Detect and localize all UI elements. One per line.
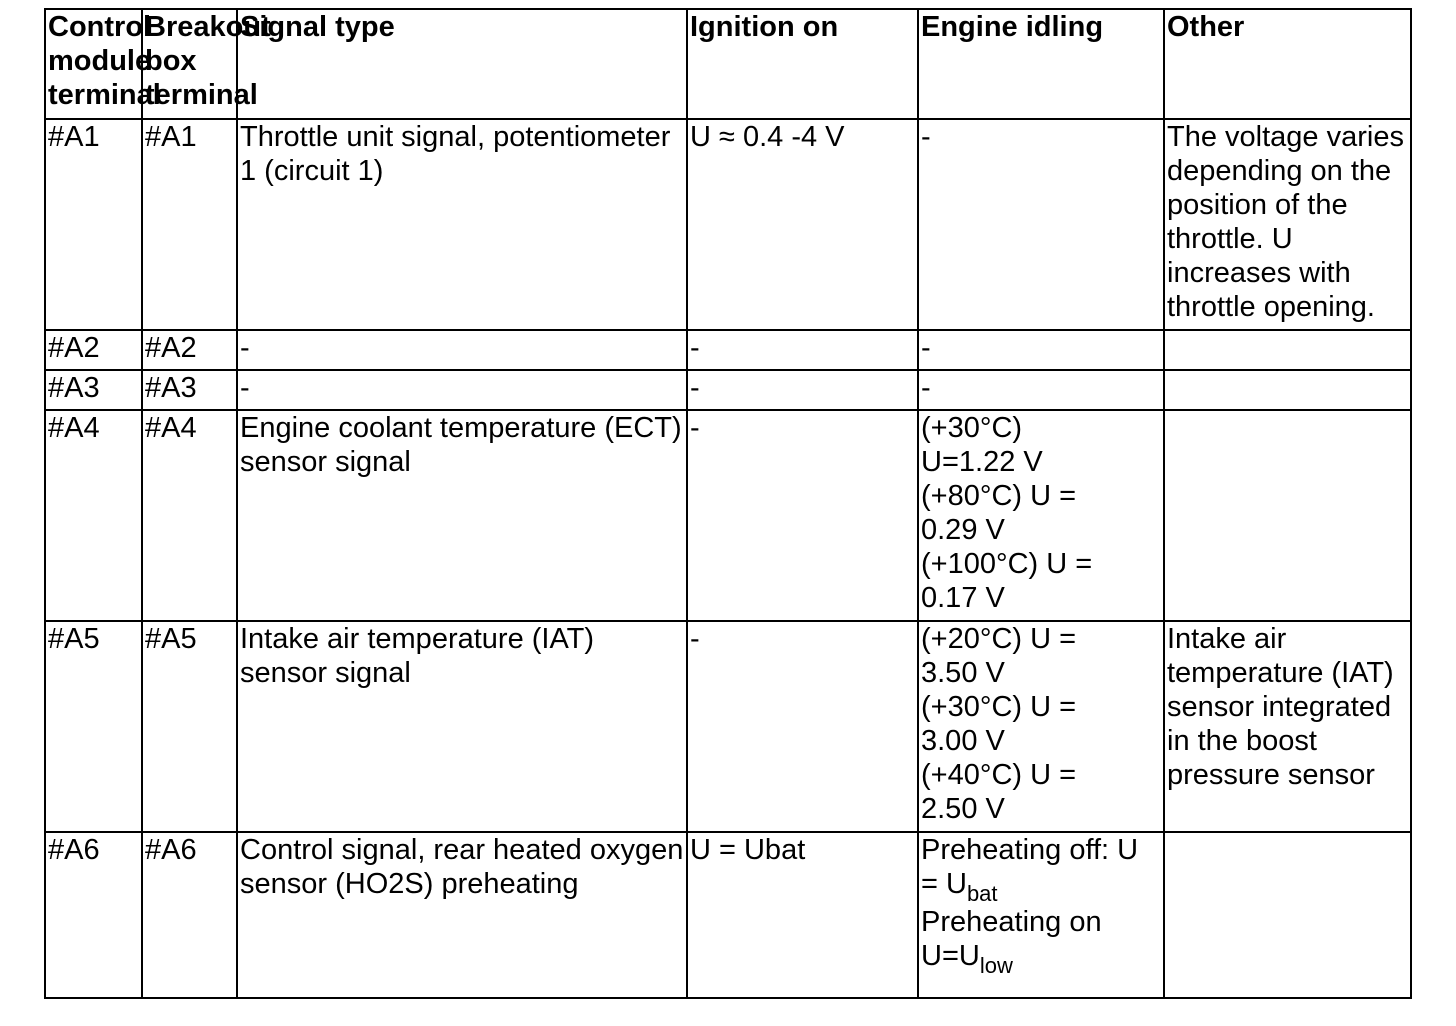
table-row xyxy=(45,119,1411,330)
header-signal-type: Signal type xyxy=(237,9,687,119)
cell-signal-type: Engine coolant temperature (ECT) sensor signal xyxy=(237,410,687,621)
cell-ignition-on: - xyxy=(687,410,918,621)
cell-other xyxy=(1164,410,1411,621)
cell-other: Intake air temperature (IAT) sensor integrated in the boost pressure sensor xyxy=(1164,621,1411,832)
cell-control-terminal: #A3 xyxy=(45,370,142,410)
cell-engine-idling: (+20°C) U = 3.50 V (+30°C) U = 3.00 V (+40°C) U = 2.50 V xyxy=(918,621,1164,832)
cell-other xyxy=(1164,370,1411,410)
signal-table xyxy=(44,8,1412,999)
header-ignition-on: Ignition on xyxy=(687,9,918,119)
cell-control-terminal: #A6 xyxy=(45,832,142,998)
cell-engine-idling: - xyxy=(918,330,1164,370)
cell-other xyxy=(1164,832,1411,998)
table-row xyxy=(45,370,1411,410)
cell-engine-idling: - xyxy=(918,119,1164,330)
cell-ignition-on: U = Ubat xyxy=(687,832,918,998)
cell-other xyxy=(1164,330,1411,370)
cell-control-terminal: #A2 xyxy=(45,330,142,370)
preheating-on-text: Preheating on $U=U_{low}$ xyxy=(921,906,1102,978)
cell-signal-type: Intake air temperature (IAT) sensor signal xyxy=(237,621,687,832)
cell-breakout-terminal: #A3 xyxy=(142,370,237,410)
cell-signal-type: Control signal, rear heated oxygen sensor (HO2S) preheating xyxy=(237,832,687,998)
cell-ignition-on: U ≈ 0.4 -4 V xyxy=(687,119,918,330)
cell-breakout-terminal: #A6 xyxy=(142,832,237,998)
cell-control-terminal: #A1 xyxy=(45,119,142,330)
table-row xyxy=(45,330,1411,370)
preheating-off-text: Preheating off: $U = U_{bat}$ xyxy=(921,834,1139,906)
header-breakout-box-terminal: Breakout box terminal xyxy=(142,9,237,119)
cell-ignition-on: - xyxy=(687,621,918,832)
signal-table-page xyxy=(44,8,1412,999)
table-row xyxy=(45,832,1411,998)
table-row xyxy=(45,410,1411,621)
header-other: Other xyxy=(1164,9,1411,119)
cell-breakout-terminal: #A1 xyxy=(142,119,237,330)
table-row xyxy=(45,621,1411,832)
table-header-row xyxy=(45,9,1411,119)
cell-control-terminal: #A5 xyxy=(45,621,142,832)
header-engine-idling: Engine idling xyxy=(918,9,1164,119)
cell-signal-type: Throttle unit signal, potentiometer 1 (circuit 1) xyxy=(237,119,687,330)
cell-engine-idling xyxy=(918,832,1164,998)
cell-engine-idling: - xyxy=(918,370,1164,410)
cell-ignition-on: - xyxy=(687,330,918,370)
cell-breakout-terminal: #A2 xyxy=(142,330,237,370)
cell-control-terminal: #A4 xyxy=(45,410,142,621)
cell-engine-idling: (+30°C) U=1.22 V (+80°C) U = 0.29 V (+100°C) U = 0.17 V xyxy=(918,410,1164,621)
cell-other: The voltage varies depending on the position of the throttle. U increases with throttle opening. xyxy=(1164,119,1411,330)
cell-breakout-terminal: #A4 xyxy=(142,410,237,621)
cell-signal-type: - xyxy=(237,370,687,410)
cell-ignition-on: - xyxy=(687,370,918,410)
header-control-module-terminal: Control module terminal xyxy=(45,9,142,119)
cell-breakout-terminal: #A5 xyxy=(142,621,237,832)
cell-signal-type: - xyxy=(237,330,687,370)
